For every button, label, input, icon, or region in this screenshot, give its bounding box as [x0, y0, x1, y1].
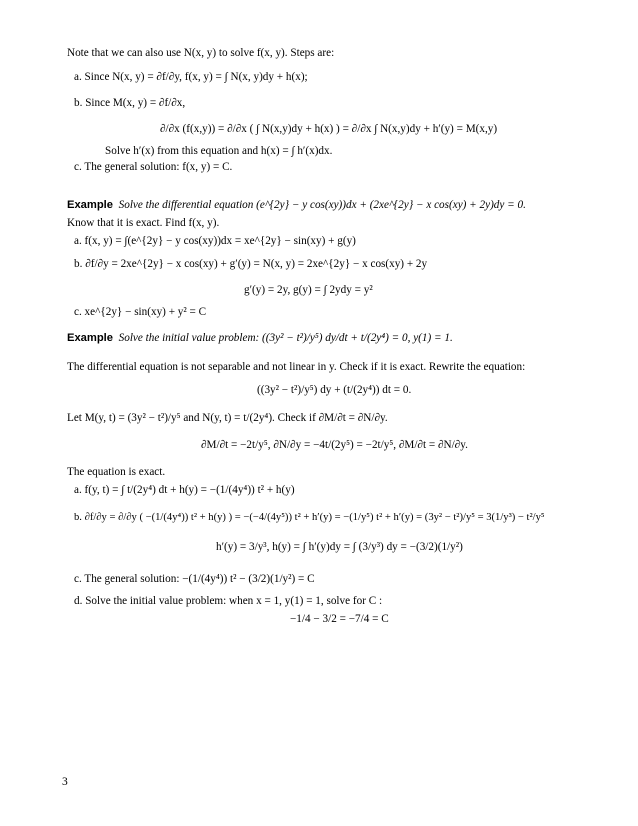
example1-step-b-1: b. ∂f/∂y = 2xe^{2y} − x cos(xy) + g′(y) = N(x, y) = 2xe^{2y} − x cos(xy) + 2y — [74, 258, 428, 270]
example2-text: The differential equation is not separable and not linear in y. Check if it is exact. Rewrite the equation: — [67, 361, 526, 373]
example2-let: Let M(y, t) = (3y² − t²)/y⁵ and N(y, t) = t/(2y⁴). Check if ∂M/∂t = ∂N/∂y. — [67, 412, 388, 424]
step-b-3: Solve h′(x) from this equation and h(x) = ∫ h′(x)dx. — [105, 145, 333, 157]
step-b-2: ∂/∂x (f(x,y)) = ∂/∂x ( ∫ N(x,y)dy + h(x) ) = ∂/∂x ∫ N(x,y)dy + h′(y) = M(x,y) — [160, 123, 498, 135]
example1-step-b-2: g′(y) = 2y, g(y) = ∫ 2ydy = y² — [244, 284, 373, 296]
example2-question: Solve the initial value problem: ((3y² − t²)/y⁵) dy/dt + t/(2y⁴) = 0, y(1) = 1. — [118, 332, 453, 344]
example-label: Example — [67, 332, 114, 344]
example1-heading — [67, 198, 526, 212]
example2-heading — [67, 331, 453, 345]
example2-rewritten-equation: ((3y² − t²)/y⁵) dy + (t/(2y⁴)) dt = 0. — [257, 384, 412, 396]
example1-question: Solve the differential equation (e^{2y} − y cos(xy))dx + (2xe^{2y} − x cos(xy) + 2y)dy = 0. — [118, 199, 526, 211]
example2-exact: The equation is exact. — [67, 466, 166, 478]
intro-text: Note that we can also use N(x, y) to solve f(x, y). Steps are: — [67, 47, 335, 59]
example2-step-b-2: h′(y) = 3/y³, h(y) = ∫ h′(y)dy = ∫ (3/y³) dy = −(3/2)(1/y²) — [216, 541, 463, 553]
page-number: 3 — [62, 776, 68, 788]
example1-step-a: a. f(x, y) = ∫(e^{2y} − y cos(xy))dx = xe^{2y} − sin(xy) + g(y) — [74, 235, 356, 247]
step-b-1: b. Since M(x, y) = ∂f/∂x, — [74, 97, 186, 109]
example2-step-c: c. The general solution: −(1/(4y⁴)) t² − (3/2)(1/y²) = C — [74, 573, 315, 585]
example1-know: Know that it is exact. Find f(x, y). — [67, 217, 220, 229]
example2-partials: ∂M/∂t = −2t/y⁵, ∂N/∂y = −4t/(2y⁵) = −2t/y⁵, ∂M/∂t = ∂N/∂y. — [201, 439, 468, 451]
example2-step-d-2: −1/4 − 3/2 = −7/4 = C — [290, 613, 389, 625]
step-a: a. Since N(x, y) = ∂f/∂y, f(x, y) = ∫ N(x, y)dy + h(x); — [74, 71, 308, 83]
example2-step-d-1: d. Solve the initial value problem: when x = 1, y(1) = 1, solve for C : — [74, 595, 383, 607]
example2-step-a: a. f(y, t) = ∫ t/(2y⁴) dt + h(y) = −(1/(4y⁴)) t² + h(y) — [74, 484, 295, 496]
example-label: Example — [67, 199, 114, 211]
example1-step-c: c. xe^{2y} − sin(xy) + y² = C — [74, 306, 207, 318]
step-c: c. The general solution: f(x, y) = C. — [74, 161, 233, 173]
example2-step-b-1: b. ∂f/∂y = ∂/∂y ( −(1/(4y⁴)) t² + h(y) ) = −(−4/(4y⁵)) t² + h′(y) = −(1/y⁵) t² + h′(y) = (3y² − t²)/y⁵ = 3(1/y³) − t²/y⁵ — [74, 512, 545, 523]
